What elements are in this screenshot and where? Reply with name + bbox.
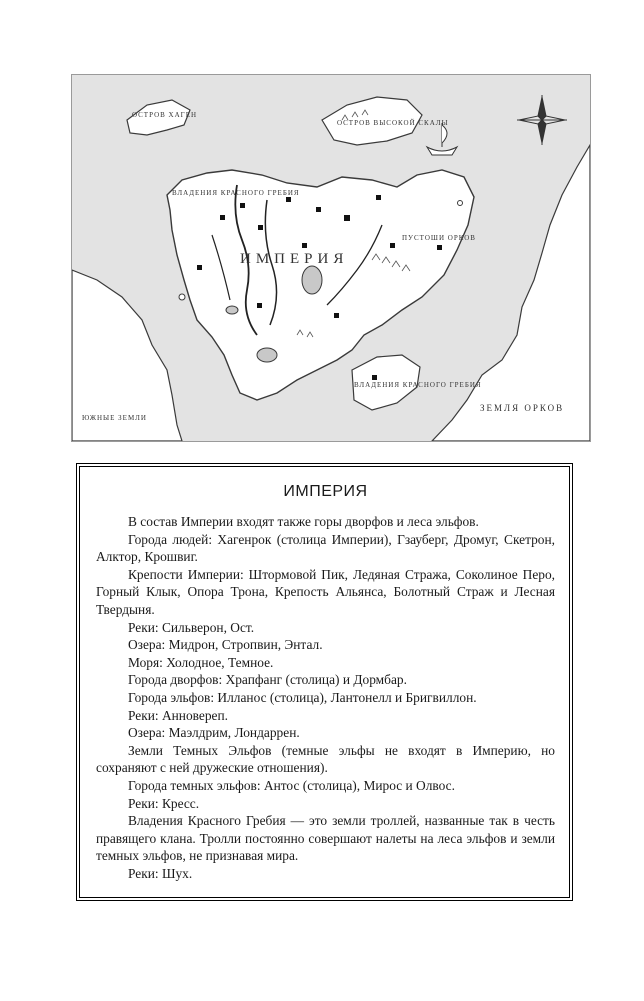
- paragraph: Города темных эльфов: Антос (столица), Мирос и Олвос.: [128, 777, 455, 793]
- label-island-north-right: ОСТРОВ ВЫСОКОЙ СКАЛЫ: [337, 119, 449, 127]
- paragraph: Города людей: Хагенрок (столица Империи), Гзауберг, Дромуг, Скетрон, Алктор, Крошвиг.: [96, 531, 555, 565]
- paragraph: Реки: Кресс.: [128, 795, 200, 811]
- label-wastelands: ПУСТОШИ ОРКОВ: [402, 234, 476, 242]
- paragraph: В состав Империи входят также горы дворфов и леса эльфов.: [128, 514, 479, 529]
- info-box: [76, 463, 573, 901]
- paragraph: Реки: Шух.: [128, 865, 193, 881]
- box-title: ИМПЕРИЯ: [283, 483, 368, 500]
- label-island-south: ВЛАДЕНИЯ КРАСНОГО ГРЕБИЯ: [354, 381, 482, 389]
- label-southern-lands: ЮЖНЫЕ ЗЕМЛИ: [82, 414, 147, 422]
- map-svg: [72, 75, 590, 441]
- map-illustration: [71, 74, 591, 442]
- paragraph: Моря: Холодное, Темное.: [128, 654, 274, 670]
- paragraph: Города дворфов: Храпфанг (столица) и Дормбар.: [128, 672, 407, 688]
- label-orc-land: ЗЕМЛЯ ОРКОВ: [480, 403, 565, 413]
- label-western-realm: ВЛАДЕНИЯ КРАСНОГО ГРЕБИЯ: [172, 189, 300, 197]
- paragraph: Реки: Анновереп.: [128, 707, 228, 723]
- paragraph: Владения Красного Гребия — это земли троллей, названные так в честь правящего клана. Тролли постоянно совершают налеты на леса эльфов и земли темных эльфов, не признавая мира.: [96, 813, 555, 864]
- paragraph: Города эльфов: Илланос (столица), Лантонелл и Бригвиллон.: [128, 689, 477, 705]
- label-island-north-left: ОСТРОВ ХАГЕН: [132, 111, 198, 119]
- paragraph: Озера: Маэлдрим, Лондаррен.: [128, 725, 300, 741]
- paragraph: Реки: Сильверон, Ост.: [128, 619, 255, 635]
- paragraph: Крепости Империи: Штормовой Пик, Ледяная Стража, Соколиное Перо, Горный Клык, Опора Трона, Крепость Альянса, Болотный Страж и Лесная Твердыня.: [96, 566, 555, 617]
- paragraph: Земли Темных Эльфов (темные эльфы не входят в Империю, но сохраняют с ней дружеские отношения).: [96, 742, 555, 776]
- paragraph: Озера: Мидрон, Стропвин, Энтал.: [128, 637, 323, 653]
- label-empire: ИМПЕРИЯ: [240, 251, 349, 267]
